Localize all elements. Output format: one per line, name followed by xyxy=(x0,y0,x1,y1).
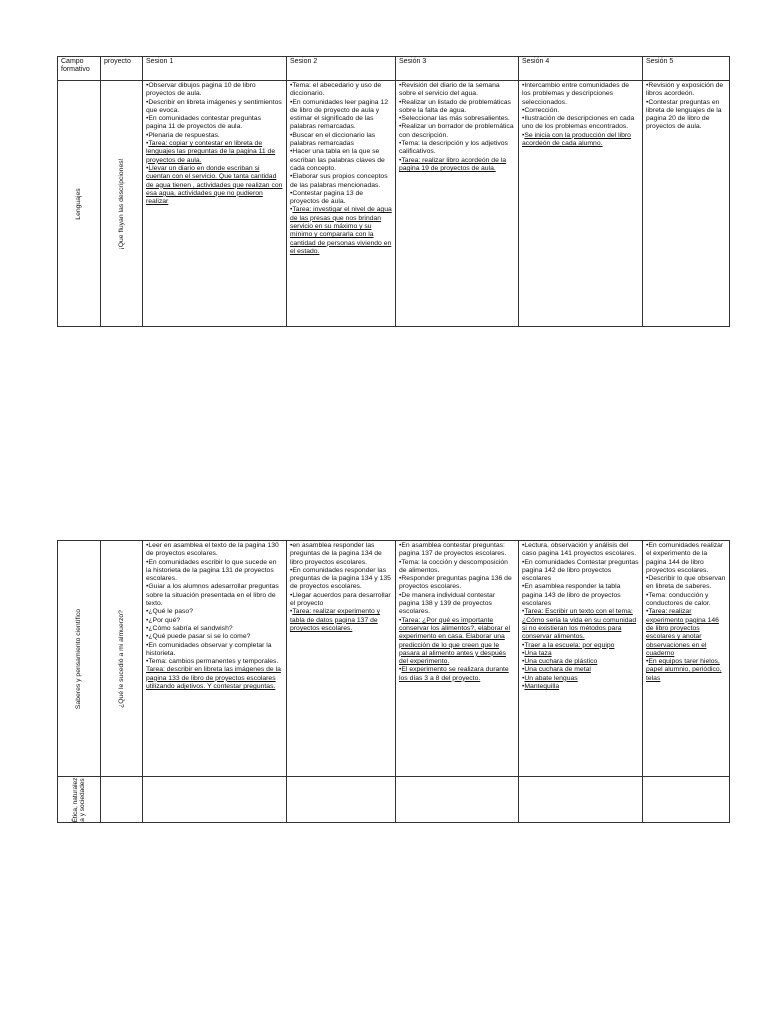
activity-list xyxy=(399,542,515,683)
empty-cell xyxy=(519,777,643,823)
activity-item xyxy=(146,617,283,625)
bullet-glyph: • xyxy=(146,115,149,123)
activity-item xyxy=(522,608,639,641)
activity-text: Hacer una tabla en la que se escriban las palabras claves de cada concepto. xyxy=(290,148,385,172)
activity-item xyxy=(146,542,283,559)
bullet-glyph: • xyxy=(399,666,402,674)
activity-text: ¿Qué le paso? xyxy=(148,608,193,616)
activity-item xyxy=(399,123,515,140)
activity-item xyxy=(522,559,639,584)
header-sesion-5: Sesión 5 xyxy=(643,57,730,81)
activity-text: Tarea: Escribir un texto con el tema: ¿Cómo seria la vida en su comunidad si no existieran los métodos para conservar alimentos. xyxy=(522,608,637,641)
bullet-glyph: • xyxy=(146,641,149,649)
session-cell xyxy=(519,81,643,327)
campo-formativo-cell xyxy=(58,777,101,823)
bullet-glyph: • xyxy=(399,98,402,106)
bullet-glyph: • xyxy=(522,131,525,139)
etica-row xyxy=(58,777,730,823)
activity-item xyxy=(522,583,639,608)
activity-text: Llegar acuerdos para desarrollar el proyecto xyxy=(290,591,391,608)
activity-text: Realizar un listado de problemáticas sobre la falta de agua. xyxy=(399,98,511,114)
bullet-glyph: • xyxy=(646,575,649,583)
activity-text: Lectura, observación y análisis del caso pagina 141 proyectos escolares. xyxy=(522,542,637,558)
bullet-glyph: • xyxy=(522,115,525,123)
bullet-glyph: • xyxy=(290,148,293,156)
bullet-glyph: • xyxy=(522,641,525,649)
session-cell xyxy=(287,81,396,327)
bullet-glyph: • xyxy=(146,140,149,148)
activity-text: Mantequilla xyxy=(524,683,560,691)
activity-item xyxy=(290,542,392,567)
activity-text: Seleccionar las más sobresalientes. xyxy=(401,115,510,123)
activity-text: De manera individual contestar pagina 138 y 139 de proyectos escolares. xyxy=(399,591,496,616)
activity-list xyxy=(646,542,726,683)
activity-item xyxy=(146,583,283,608)
activity-text: Leer en asamblea el texto de la pagina 130 de proyectos escolares. xyxy=(146,542,279,558)
activity-text: Responder preguntas pagina 136 de proyectos escolares. xyxy=(399,575,512,591)
activity-text: Corrección. xyxy=(524,106,560,114)
activity-text: Tarea: realizar experimento pagina 146 de libro proyectos escolares y anotar observaciones en el cuaderno xyxy=(646,608,719,657)
bullet-glyph: • xyxy=(146,542,149,549)
activity-text: ¿Qué puede pasar si se lo come? xyxy=(148,633,251,641)
bullet-glyph: • xyxy=(399,558,402,566)
bullet-glyph: • xyxy=(522,558,525,566)
activity-text: Tarea: ¿Por qué es importante conservar los alimentos?, elaborar el experimento en casa. Elaborar una predicción de lo que creen que le pasara al alimento antes y después del experimento. xyxy=(399,616,511,666)
empty-cell xyxy=(643,777,730,823)
empty-cell xyxy=(101,777,143,823)
bullet-glyph: • xyxy=(399,123,402,131)
session-cell xyxy=(396,81,519,327)
activity-item xyxy=(646,542,726,575)
header-sesion-3: Sesión 3 xyxy=(396,57,519,81)
bullet-glyph: • xyxy=(522,658,525,666)
bullet-glyph: • xyxy=(146,608,149,616)
header-sesion-4: Sesión 4 xyxy=(519,57,643,81)
bullet-glyph: • xyxy=(522,82,525,89)
activity-text: Se inicia con la producción del libro acordeón de cada alumno. xyxy=(522,131,631,148)
activity-item xyxy=(399,82,515,99)
activity-item xyxy=(522,542,639,559)
activity-text: Intercambio entre comunidades de los problemas y descripciones seleccionados. xyxy=(522,82,630,106)
activity-item xyxy=(399,157,515,174)
proyecto-cell xyxy=(101,81,143,327)
empty-cell xyxy=(143,777,287,823)
bullet-glyph: • xyxy=(290,591,293,599)
activity-text: Una cuchara de plástico xyxy=(524,658,598,666)
activity-text: Un abate lenguas xyxy=(524,674,578,682)
session-cell xyxy=(143,541,287,777)
activity-text: ¿Por qué? xyxy=(148,616,181,624)
activity-item xyxy=(522,82,639,107)
bullet-glyph: • xyxy=(646,591,649,599)
activity-text: en asamblea responder las preguntas de la pagina 134 de libro proyectos escolares. xyxy=(290,542,382,566)
activity-item xyxy=(399,575,515,592)
campo-formativo-cell xyxy=(58,541,101,777)
empty-cell xyxy=(396,777,519,823)
activity-text: Describir en libreta imágenes y sentimientos que evoca. xyxy=(146,98,282,114)
activity-item xyxy=(290,148,392,173)
activity-item xyxy=(522,683,639,691)
activity-text: En comunidades realizar el experimento de la pagina 144 de libro proyectos escolares. xyxy=(646,542,724,574)
session-cell xyxy=(643,81,730,327)
empty-cell xyxy=(287,777,396,823)
activity-text: Ilustración de descripciones en cada uno de los problemas encontrados. xyxy=(522,115,635,131)
activity-text: Tarea: investigar el nivel de agua de las presas que nos brindan servicio en su máximo y su mínimo y compararla con la cantidad de personas viviendo en el estado. xyxy=(290,206,392,255)
activity-item xyxy=(146,165,283,206)
bullet-glyph: • xyxy=(646,82,649,89)
bullet-glyph: • xyxy=(146,98,149,106)
bullet-glyph: • xyxy=(290,608,293,616)
header-sesion-2: Sesion 2 xyxy=(287,57,396,81)
activity-text: En comunidades responder las preguntas de la pagina 134 y 135 de proyectos escolares. xyxy=(290,566,391,591)
bullet-glyph: • xyxy=(522,583,525,591)
bullet-glyph: • xyxy=(646,542,649,549)
activity-text: Tema: el abecedario y uso de diccionario. xyxy=(290,82,382,98)
activity-item xyxy=(399,666,515,683)
activity-text: Una taza xyxy=(524,649,552,657)
activity-text: En comunidades escribir lo que sucede en la historieta de la pagina 131 de proyectos escolares. xyxy=(146,558,277,583)
bullet-glyph: • xyxy=(399,575,402,583)
proyecto-label: ¿Qué le sucedió a mi almuerzo? xyxy=(117,609,125,708)
bullet-glyph: • xyxy=(146,558,149,566)
activity-item xyxy=(290,567,392,592)
proyecto-label: ¡Que fluyan las descripciones! xyxy=(117,157,125,250)
bullet-glyph: • xyxy=(146,583,149,591)
bullet-glyph: • xyxy=(290,566,293,574)
activity-text: Describir lo que observan en libreta de saberes. xyxy=(646,575,726,591)
activity-item xyxy=(290,132,392,149)
bullet-glyph: • xyxy=(290,173,293,181)
activity-item xyxy=(522,675,639,683)
activity-item xyxy=(290,82,392,99)
activity-text: Tarea: copiar y contestar en libreta de lenguajes las preguntas de la pagina 11 de proyectos de aula. xyxy=(146,140,276,164)
bullet-glyph: • xyxy=(399,616,402,624)
activity-text: Tema: la descripción y los adjetivos calificativos. xyxy=(399,140,508,156)
bullet-glyph: • xyxy=(290,189,293,197)
activity-list xyxy=(522,82,639,148)
campo-formativo-label: Lenguajes xyxy=(74,187,82,220)
campo-formativo-cell xyxy=(58,81,101,327)
bullet-glyph: • xyxy=(522,106,525,114)
bullet-glyph: • xyxy=(146,624,149,632)
activity-text: Tarea: realizar experimento y tabla de datos pagina 137 de proyectos escolares. xyxy=(290,608,381,632)
session-cell xyxy=(519,541,643,777)
activity-item xyxy=(399,617,515,667)
activity-item xyxy=(146,115,283,132)
activity-item xyxy=(146,625,283,633)
header-sesion-1: Sesion 1 xyxy=(143,57,287,81)
activity-text: Elaborar sus propios conceptos de las palabras mencionadas. xyxy=(290,173,388,189)
activity-text: Contestar preguntas en libreta de lenguajes de la pagina 20 de libro de proyectos de aula. xyxy=(646,98,722,131)
bullet-glyph: • xyxy=(399,140,402,148)
activity-item xyxy=(522,666,639,674)
bullet-glyph: • xyxy=(399,82,402,89)
session-cell xyxy=(143,81,287,327)
bullet-glyph: • xyxy=(522,666,525,674)
activity-list xyxy=(646,82,726,132)
bullet-glyph: • xyxy=(146,616,149,624)
bullet-glyph: • xyxy=(646,98,649,106)
activity-text: Llevar un diario en donde escriban si cuentan con el servicio. Que tanta cantidad de agua tienen , actividades que realizan con esa agua, actividades que no pudieron realizar xyxy=(146,164,283,206)
bullet-glyph: • xyxy=(290,131,293,139)
campo-formativo-label: Ética, naturalez a y sociedades xyxy=(72,777,86,822)
activity-item xyxy=(646,608,726,658)
proyecto-cell xyxy=(101,541,143,777)
activity-item xyxy=(290,206,392,256)
bullet-glyph: • xyxy=(399,542,402,549)
bullet-glyph: • xyxy=(146,82,149,89)
activity-text: Realizar un borrador de problemática con descripción. xyxy=(399,123,514,139)
header-proyecto: proyecto xyxy=(101,57,143,81)
bullet-glyph: • xyxy=(290,82,293,89)
activity-item xyxy=(146,82,283,99)
activity-text: ¿Cómo sabría el sandwish? xyxy=(148,624,233,632)
activity-item xyxy=(399,99,515,116)
activity-item xyxy=(522,658,639,666)
activity-list xyxy=(146,82,283,206)
activity-text: El experimento se realizara durante los días 3 a 8 del proyecto. xyxy=(399,666,509,682)
activity-list xyxy=(290,82,392,256)
activity-text: Contestar pagina 13 de proyectos de aula. xyxy=(290,189,364,206)
activity-text: En asamblea contestar preguntas: pagina 137 de proyectos escolares. xyxy=(399,542,507,558)
activity-text: Tarea: describir en libreta las imágenes de la pagina 133 de libro de proyectos escolares utilizando adjetivos. Y contestar preguntas. xyxy=(146,666,281,691)
campo-formativo-label: Saberes y pensamiento científico xyxy=(74,608,82,709)
saberes-row xyxy=(58,541,730,777)
activity-text: En comunidades observar y completar la historieta. xyxy=(146,641,272,657)
bullet-glyph: • xyxy=(522,542,525,549)
activity-list xyxy=(522,542,639,691)
activity-list xyxy=(290,542,392,633)
activity-text: Plenaria de respuestas. xyxy=(148,131,220,139)
activity-item xyxy=(522,107,639,115)
saberes-planning-table xyxy=(57,540,730,823)
activity-item xyxy=(146,132,283,140)
activity-text: En equipos tarer hielos, papel alumnio, periódico, telas xyxy=(646,658,722,682)
activity-text: En comunidades contestar preguntas pagina 11 de proyectos de aula. xyxy=(146,115,261,131)
activity-item xyxy=(146,99,283,116)
lenguajes-planning-table xyxy=(57,56,730,327)
session-cell xyxy=(643,541,730,777)
activity-list xyxy=(146,542,283,691)
bullet-glyph: • xyxy=(646,658,649,666)
activity-item xyxy=(399,140,515,157)
bullet-glyph: • xyxy=(146,131,149,139)
bullet-glyph: • xyxy=(146,633,149,641)
bullet-glyph: • xyxy=(290,206,293,214)
activity-item xyxy=(146,559,283,584)
activity-item xyxy=(646,658,726,683)
activity-text: Revisión y exposición de libros acordeón. xyxy=(646,82,724,98)
activity-text: En asamblea responder la tabla pagina 143 de libro de proyectos escolares xyxy=(522,583,621,608)
activity-item xyxy=(290,608,392,633)
bullet-glyph: • xyxy=(522,608,525,616)
bullet-glyph: • xyxy=(522,674,525,682)
activity-item xyxy=(399,559,515,576)
activity-item xyxy=(522,642,639,650)
activity-list xyxy=(399,82,515,173)
activity-item xyxy=(146,608,283,616)
activity-item xyxy=(522,115,639,132)
activity-text: Observar dibujos pagina 10 de libro proyectos de aula. xyxy=(146,82,256,98)
activity-item xyxy=(646,99,726,132)
activity-text: Revisión del diario de la semana sobre el servicio del agua. xyxy=(399,82,500,98)
activity-item xyxy=(146,140,283,165)
activity-text: En comunidades leer pagina 12 de libro de proyecto de aula y estimar el significado de las palabras remarcadas. xyxy=(290,98,388,131)
activity-text: Tema: la cocción y descomposición de alimentos. xyxy=(399,558,508,574)
bullet-glyph: • xyxy=(522,683,525,691)
activity-item xyxy=(290,592,392,609)
activity-text: Buscar en el diccionario las palabras remarcadas xyxy=(290,131,376,148)
bullet-glyph: • xyxy=(646,608,649,616)
header-campo-formativo: Campo formativo xyxy=(58,57,101,81)
activity-item xyxy=(146,666,283,691)
activity-item xyxy=(522,132,639,149)
activity-item xyxy=(290,190,392,207)
lenguajes-row xyxy=(58,81,730,327)
bullet-glyph: • xyxy=(146,164,149,172)
activity-item xyxy=(290,173,392,190)
bullet-glyph: • xyxy=(146,658,149,666)
session-cell xyxy=(396,541,519,777)
activity-text: Tema: conducción y conductores de calor. xyxy=(646,591,711,608)
bullet-glyph: • xyxy=(290,542,293,549)
activity-item xyxy=(146,658,283,666)
activity-item xyxy=(522,650,639,658)
activity-text: Traer a la escuela: por equipo xyxy=(524,641,615,649)
activity-item xyxy=(646,82,726,99)
activity-item xyxy=(646,575,726,592)
activity-item xyxy=(399,542,515,559)
session-cell xyxy=(287,541,396,777)
activity-text: Tarea: realizar libro acordeón de la pagina 19 de proyectos de aula. xyxy=(399,156,507,172)
bullet-glyph: • xyxy=(399,591,402,599)
activity-item xyxy=(146,642,283,659)
activity-text: Guiar a los alumnos adesarrollar preguntas sobre la situación presentada en el libro de texto. xyxy=(146,583,279,608)
activity-text: Tema: cambios permanentes y temporales. xyxy=(148,658,279,666)
activity-item xyxy=(399,592,515,617)
activity-text: Una cuchara de metal xyxy=(524,666,591,674)
activity-item xyxy=(399,115,515,123)
activity-item xyxy=(646,592,726,609)
bullet-glyph: • xyxy=(522,649,525,657)
activity-item xyxy=(146,633,283,641)
bullet-glyph: • xyxy=(290,98,293,106)
bullet-glyph: • xyxy=(399,115,402,123)
activity-text: En comunidades Contestar preguntas pagina 142 de libro proyectos escolares xyxy=(522,558,639,583)
activity-item xyxy=(290,99,392,132)
bullet-glyph: • xyxy=(399,156,402,164)
header-row xyxy=(58,57,730,81)
